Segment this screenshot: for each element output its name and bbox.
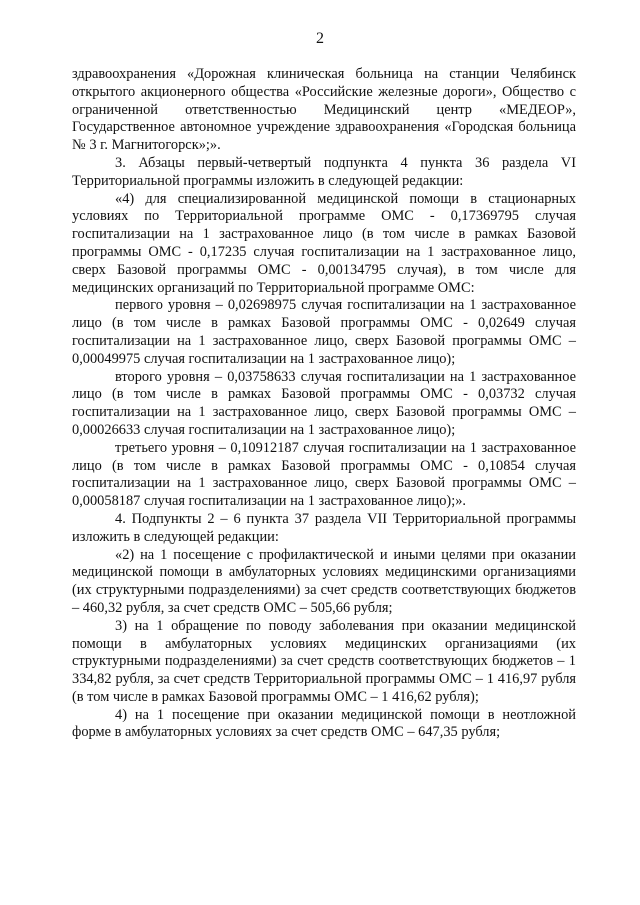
paragraph: 3) на 1 обращение по поводу заболевания при оказании медицинской помощи в амбулаторных условиях медицинских организациями (их структурными подразделениями) за счет средств соответствующих бюджетов – 1 334,82 рубля, за счет средств Территориальной программы ОМС – 1 416,97 рубля (в том числе в рамках Базовой программы ОМС – 1 416,62 рубля); bbox=[72, 617, 576, 705]
paragraph: здравоохранения «Дорожная клиническая больница на станции Челябинск открытого акционерного общества «Российские железные дороги», Общество с ограниченной ответственностью Медицинский центр «МЕДЕОР», Государственное автономное учреждение здравоохранения «Городская больница № 3 г. Магнитогорск»;». bbox=[72, 66, 576, 154]
paragraph: первого уровня – 0,02698975 случая госпитализации на 1 застрахованное лицо (в том числе в рамках Базовой программы ОМС - 0,02649 случая госпитализации на 1 застрахованное лицо, сверх Базовой программы ОМС – 0,00049975 случая госпитализации на 1 застрахованное лицо); bbox=[72, 297, 576, 367]
paragraph: 3. Абзацы первый-четвертый подпункта 4 пункта 36 раздела VI Территориальной программы изложить в следующей редакции: bbox=[72, 154, 576, 189]
paragraph: второго уровня – 0,03758633 случая госпитализации на 1 застрахованное лицо (в том числе в рамках Базовой программы ОМС - 0,03732 случая госпитализации на 1 застрахованное лицо, сверх Базовой программы ОМС – 0,00026633 случая госпитализации на 1 застрахованное лицо); bbox=[72, 368, 576, 438]
paragraph: «2) на 1 посещение с профилактической и иными целями при оказании медицинской помощи в амбулаторных условиях медицинскими организациями (их структурными подразделениями) за счет средств соответствующих бюджетов – 460,32 рубля, за счет средств ОМС – 505,66 рубля; bbox=[72, 546, 576, 616]
page-number: 2 bbox=[316, 30, 324, 47]
paragraph: 4. Подпункты 2 – 6 пункта 37 раздела VII Территориальной программы изложить в следующей редакции: bbox=[72, 510, 576, 545]
paragraph: третьего уровня – 0,10912187 случая госпитализации на 1 застрахованное лицо (в том числе в рамках Базовой программы ОМС - 0,10854 случая госпитализации на 1 застрахованное лицо, сверх Базовой программы ОМС – 0,00058187 случая госпитализации на 1 застрахованное лицо);». bbox=[72, 439, 576, 510]
paragraph: «4) для специализированной медицинской помощи в стационарных условиях по Территориальной программе ОМС - 0,17369795 случая госпитализации на 1 застрахованное лицо (в том числе в рамках Базовой программы ОМС - 0,17235 случая госпитализации на 1 застрахованное лицо, сверх Базовой программы ОМС - 0,00134795 случая), в том числе для медицинских организаций по Территориальной программе ОМС: bbox=[72, 190, 576, 296]
paragraph: 4) на 1 посещение при оказании медицинской помощи в неотложной форме в амбулаторных условиях за счет средств ОМС – 647,35 рубля; bbox=[72, 706, 576, 741]
document-body bbox=[72, 66, 576, 742]
